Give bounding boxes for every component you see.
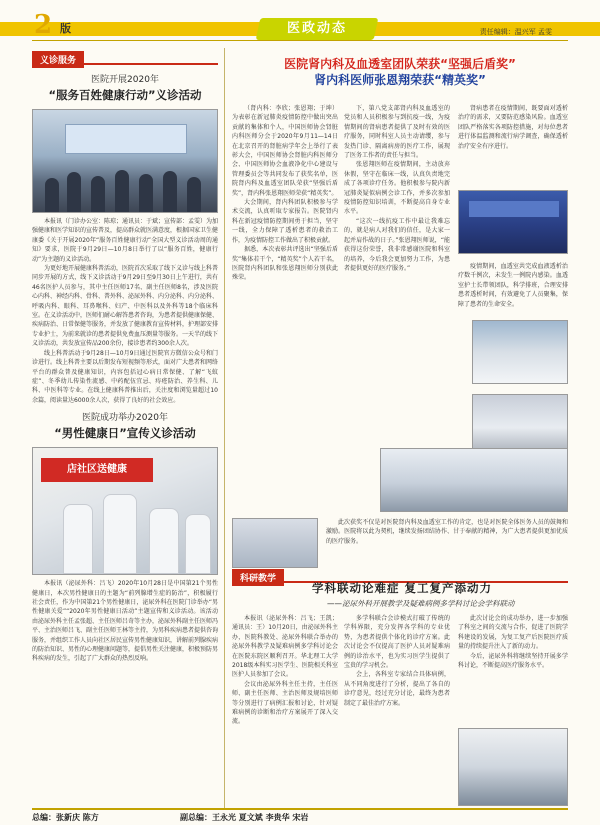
article-paragraph: 本报讯（泌尿外科：吕飞）2020年10月28日是中国第21个男性健康日，本次男性健康日的主题为“前列腺增生症的防治”，积极履行社会责任，作为中国第21个男性健康日，泌尿外科在医院门诊举办“男性健康关爱”“2020年男性健康日活动”主题宣传和义诊活动。该活动由泌尿外科主任孟张超、主任医师吕奇等主办，泌尿外科副主任医师冯平、主治医师吕飞、副主任医师王林等主持，为男科疾病患者提供咨询服务，并组织工作人员向社区居民宣传男性健康知识，讲解前列腺疾病的防治知识、男性的心理健康问题等，提倡男性关注健康，积极预防男科疾病的发生，引起了广大群众的热烈反响。 (32, 580, 219, 663)
photo-figure (185, 514, 211, 574)
article-paragraph: 此次讨论会的成功举办，进一步加强了科室之间的交流与合作，促进了医院学科建设的发展，为复工复产后医院医疗质量的持续提升注入了新的动力。 (458, 615, 568, 651)
photo-figure (115, 170, 129, 212)
article-subtitle: ——泌尿外科开展教学及疑难病例多学科讨论会学科联动 (327, 599, 515, 608)
article-photo (472, 320, 568, 384)
article-title-line1: 医院开展2020年 (91, 75, 159, 85)
chief-editors: 总编：张新庆 陈方 (32, 813, 99, 822)
photo-banner (469, 201, 559, 217)
text-column (458, 262, 568, 318)
article-paragraph: 肾病患者在疫情期间，既要面对透析治疗的需求，又要防范感染风险。血透室团队严格落实各项防控措施，对每位患者进行体温监测和流行病学调查，确保透析治疗安全有序进行。 (458, 105, 568, 150)
left-column (32, 48, 218, 664)
photo-figure (139, 174, 153, 212)
article-paragraph: 为更好地开展健康科普活动，医院首次采取了线下义诊与线上科普同步开展的方式，线下义诊活动于9月29日至9月30日上午进行，共有46名医护人员参与，其中主任医师17名、副主任医师8名，涉及医院心内科、神经内科、骨科、普外科、泌尿外科、内分泌科、内分泌科、呼吸内科、眼科、耳鼻喉科、妇产、中医科以及外科等18个临床科室。在义诊活动中，医师们耐心解答患者咨询，为患者提供健康保健、疾病防治、日常保健等服务，并发放了健康教育宣传材料，护理部安排专业护士，为前来就诊的患者提供免费血压测量等服务。一天半的线下义诊活动，共发放宣传品200余份，接诊患者约300余人次。 (32, 265, 219, 348)
article-paragraph: 下，第八党支部肾内科及血透室的党员和人员积极参与到抗疫一线，为疫情期间的肾病患者提供了及时有效的医疗服务，同时科室人员主动请缨，参与发热门诊、隔离病房的医疗工作，展现了医务工作者的责任与担当。 (344, 105, 450, 160)
award-photo (458, 190, 568, 254)
article-paragraph: 今后，泌尿外科将继续坚持开展多学科讨论，不断提高医疗服务水平。 (458, 652, 568, 670)
right-headline (232, 56, 568, 89)
photo-figure (149, 508, 179, 574)
editor-credit: 责任编辑：温兴军 孟雯 (479, 28, 552, 36)
text-column (458, 104, 568, 151)
article-paragraph: （肾内科：李欣；张恩翔；于坤）为表彰在新冠肺炎疫情防控中做出突出贡献的集体和个人，中国医师协会肾脏内科医师分会于2020年9月11—14日在北京召开的肾脏病学年会上举行了表彰大会，中国医师协会肾脏内科医师分会、中国医师协会血液净化中心建设与管理委员会等共同发布了获奖名单，医院肾内科及血透室团队荣获“坚强后盾奖”，肾内科张恩翔医师荣获“精英奖”。 (232, 105, 338, 197)
text-column (232, 614, 338, 804)
footer-divider (32, 808, 568, 810)
section-tag (256, 18, 379, 40)
article-paragraph: 本报讯（门诊办公室：陈琼；通讯员：于斌；宣传部：孟雯）为加强健康和医学知识的宣传普及，提高群众就医满意度，根据国家卫生健康委《关于开展2020年“服务百姓健康行动”全国大型义诊活动周的通知》要求，医院于9月29日—10月8日举行了以“服务百姓，健康行动”为主题的义诊活动。 (32, 218, 219, 263)
column-rule (224, 48, 225, 808)
photo-banner (65, 124, 187, 154)
article-paragraph: 多学科联合会诊模式打破了传统的学科界限，充分发挥各学科的专业优势，为患者提供个体化的诊疗方案。此次讨论会不仅提高了医护人员对疑难病例的诊治水平，也为实习医学生提供了宝贵的学习机会。 (344, 615, 450, 670)
article-paragraph: 疫情期间，血透室共完成血液透析治疗数千例次，未发生一例院内感染。血透室护士长带领团队，科学排班，合理安排患者透析时间，有效避免了人员聚集，保障了患者的生命安全。 (458, 263, 568, 308)
article-photo (232, 518, 318, 568)
badge-row (32, 48, 218, 65)
article-title-line1: 医院成功举办2020年 (82, 413, 168, 424)
text-column (458, 614, 568, 724)
page-footer (32, 812, 568, 823)
article-paragraph: 会议由泌尿外科主任主持，主任医师、副主任医师、主治医师及规培医师等分别进行了病例汇报和讨论，针对疑难病例的诊断和治疗方案展开了深入交流。 (232, 680, 338, 726)
article-title-line2: “服务百姓健康行动”义诊活动 (48, 88, 202, 102)
photo-figure (163, 171, 177, 212)
section-badge: 科研教学 (232, 569, 284, 586)
science-section (232, 566, 568, 608)
header-divider (32, 40, 568, 41)
section-badge: 义诊服务 (32, 51, 84, 68)
deputy-editors: 副总编：王永光 夏文斌 李贵华 宋岩 (180, 813, 309, 822)
photo-figure (67, 172, 81, 212)
page-number: 2 (34, 10, 53, 40)
photo-figure (45, 178, 59, 212)
article-photo (472, 394, 568, 450)
article-paragraph: “这次一线抗疫工作中最让我难忘的，就是病人对我们的信任，是大家一起并肩作战的日子。”张恩翔医师说，“能获得这份荣誉，我非常感谢医院和科室的培养，今后我会更加努力工作，为患者提供更好的医疗服务。” (344, 217, 450, 272)
article-paragraph: 大会期间，肾内科团队积极参与学术交流，认真听取专家报告。医院肾内科在新冠疫情防控期间勇于担当，坚守一线，全力保障了透析患者的救治工作，为疫情防控工作做出了积极贡献。 (232, 199, 338, 244)
article-title: 学科联动论难症 复工复产添动力 (312, 581, 493, 595)
article-paragraph: 据悉，本次表彰共评选出“坚强后盾奖”集体若干个，“精英奖”个人若干名，医院肾内科团队和张恩翔医师分别获此殊荣。 (232, 246, 338, 282)
article-paragraph: 会上，各科室专家结合具体病例，从不同角度进行了分析，提出了各自的诊疗意见，经过充分讨论，最终为患者制定了最佳治疗方案。 (344, 671, 450, 707)
article-photo (32, 109, 218, 213)
text-column (344, 104, 450, 273)
text-column (232, 104, 338, 283)
article-title-line2: “男性健康日”宣传义诊活动 (54, 426, 196, 441)
page-header (0, 0, 600, 44)
article-photo (32, 447, 218, 575)
photo-figure (187, 177, 201, 212)
text-column (326, 518, 568, 562)
photo-banner: 店社区送健康 (41, 458, 153, 482)
article-paragraph: 线上科普活动于9月28日—10月9日通过医院官方微信公众号和门诊进行。线上科普主要以后期发布短视频等形式，面对广大患者和网络平台的群众普及健康知识，内容包括冠心病日常保健、了解“飞蚊症”、冬季幼儿传染性流感、中药配伍宜忌、痔疮防治、养生科、儿科、中医科等专业。在线上健康科普推出后，关注度和浏览量超过10余篇，阅读量达6000余人次，获得了良好的社会效应。 (32, 349, 219, 404)
photo-figure (103, 494, 137, 574)
article-photo (458, 728, 568, 806)
photo-figure (63, 504, 93, 574)
page-number-suffix: 版 (60, 22, 71, 35)
text-column (344, 614, 450, 804)
headline-line1: 医院肾内科及血透室团队荣获“坚强后盾奖” (284, 57, 516, 71)
article-paragraph: 此次获奖不仅是对医院肾内科及血透室工作的肯定，也是对医院全体医务人员的鼓舞和激励。医院将以此为契机，继续发扬团结协作、甘于奉献的精神，为广大患者提供更加优质的医疗服务。 (326, 519, 568, 545)
headline-line2: 肾内科医师张恩翔荣获“精英奖” (314, 73, 486, 87)
article-paragraph: 张恩翔医师在疫情期间，主动放弃休假，坚守在临床一线，认真负责地完成了各项诊疗任务。他积极参与院内新冠肺炎疑似病例会诊工作，并多次参加疫情防控知识培训，不断提高自身专业水平。 (344, 161, 450, 216)
article-paragraph: 本报讯（泌尿外科：吕飞；王凯；通讯员：王）10月20日，由泌尿外科主办，医院科教处、泌尿外科联合举办的泌尿外科教学及疑难病例多学科讨论会在医院东院区顺利召开。华北理工大学2018级本科实习医学生、医院相关科室医护人员参加了会议。 (232, 615, 338, 679)
section-title: 医政动态 (286, 21, 347, 36)
photo-figure (91, 176, 105, 212)
article-photo (380, 448, 568, 512)
